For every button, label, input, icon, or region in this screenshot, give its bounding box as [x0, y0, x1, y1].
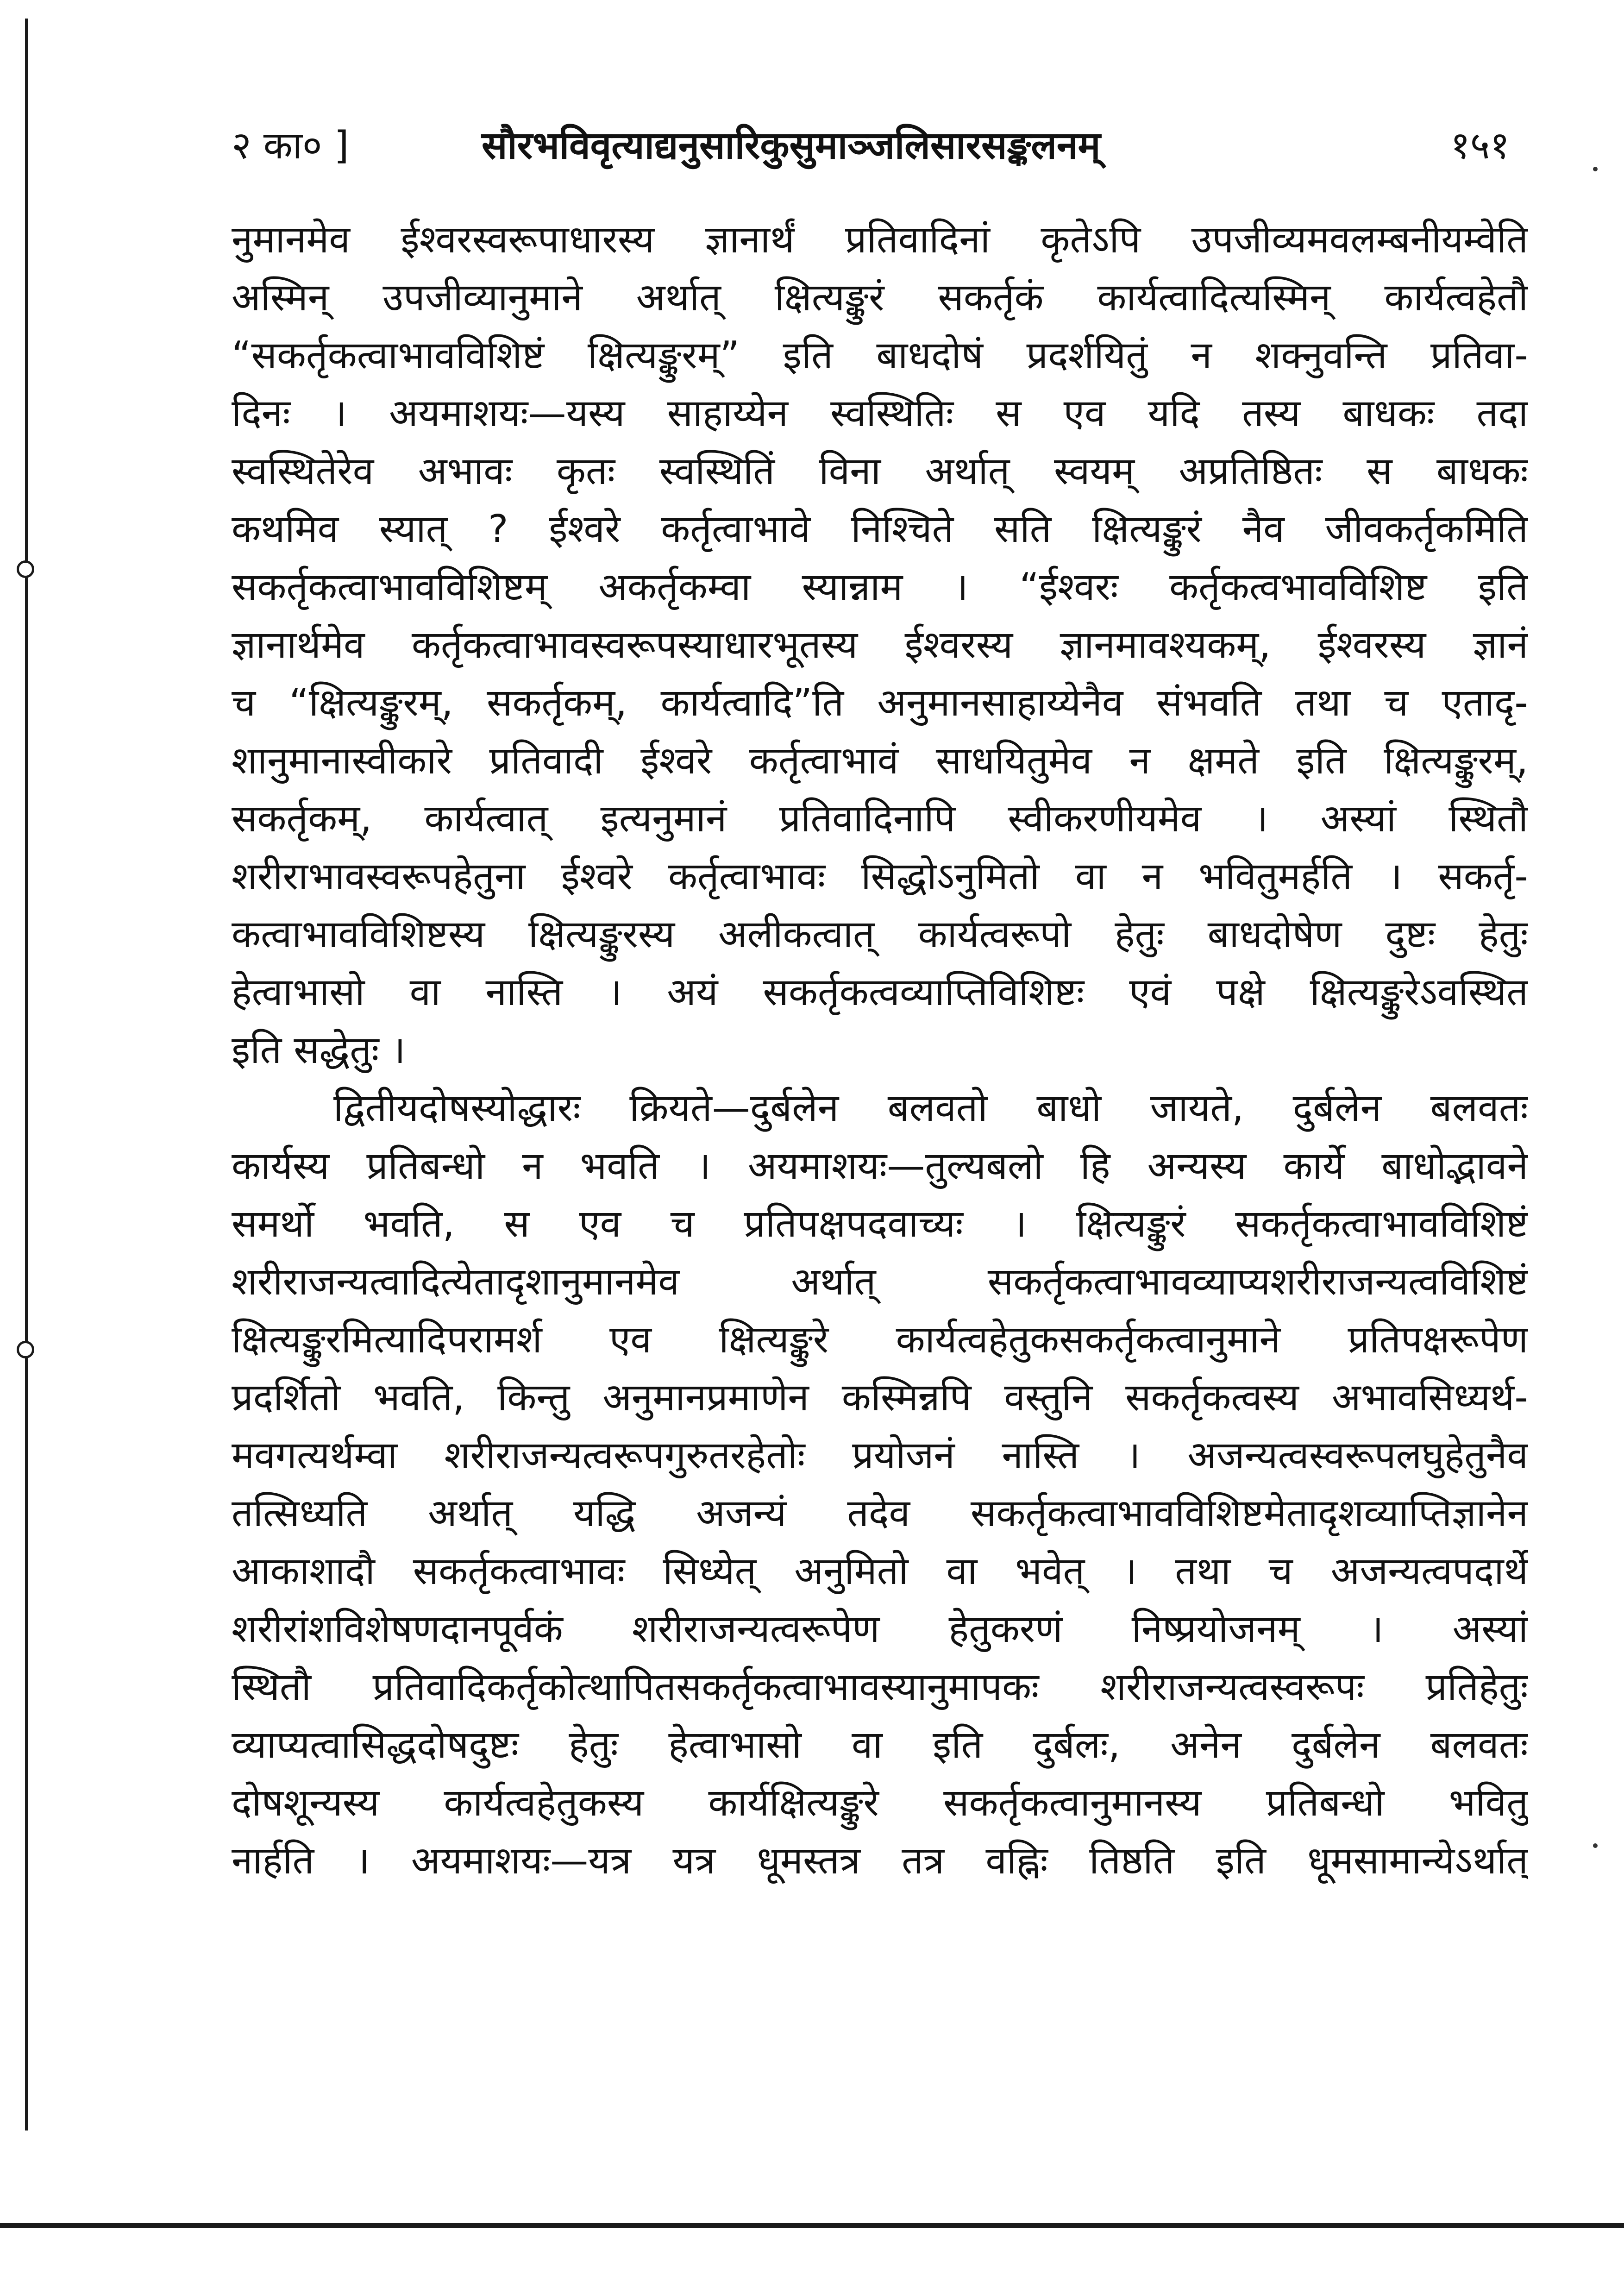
text-line: द्वितीयदोषस्योद्धारः क्रियते—दुर्बलेन बलवतो बाधो जायते, दुर्बलेन बलवतः	[333, 1086, 1528, 1130]
text-line: तत्सिध्यति अर्थात् यद्धि अजन्यं तदेव सकर्तृकत्वाभावविशिष्टमेतादृशव्याप्तिज्ञानेन	[232, 1491, 1528, 1535]
text-line: कथमिव स्यात् ? ईश्वरे कर्तृत्वाभावे निश्चिते सति क्षित्यङ्कुरं नैव जीवकर्तृकमिति	[232, 507, 1528, 551]
text-line: अस्मिन् उपजीव्यानुमाने अर्थात् क्षित्यङ्कुरं सकर्तृकं कार्यत्वादित्यस्मिन् कार्यत्वहेतौ	[232, 276, 1528, 320]
text-line: प्रदर्शितो भवति, किन्तु अनुमानप्रमाणेन कस्मिन्नपि वस्तुनि सकर्तृकत्वस्य अभावसिध्यर्थ-	[232, 1376, 1528, 1420]
page-header	[232, 111, 1510, 181]
page-number: १५१	[1450, 124, 1510, 168]
text-line: शरीराभावस्वरूपहेतुना ईश्वरे कर्तृत्वाभावः सिद्धोऽनुमितो वा न भवितुमर्हति । सकर्तृ-	[232, 855, 1528, 899]
text-line: सकर्तृकम्, कार्यत्वात् इत्यनुमानं प्रतिवादिनापि स्वीकरणीयमेव । अस्यां स्थितौ	[232, 797, 1528, 841]
text-line: शानुमानास्वीकारे प्रतिवादी ईश्वरे कर्तृत्वाभावं साधयितुमेव न क्षमते इति क्षित्यङ्कुरम्,	[232, 739, 1528, 783]
body-text	[232, 211, 1528, 1890]
running-title: सौरभविवृत्याद्यनुसारिकुसुमाञ्जलिसारसङ्कलनम्	[482, 124, 1101, 168]
chapter-marker: २ का० ]	[232, 124, 349, 168]
text-line: दोषशून्यस्य कार्यत्वहेतुकस्य कार्यक्षित्यङ्कुरे सकर्तृकत्वानुमानस्य प्रतिबन्धो भवितु	[232, 1781, 1528, 1825]
text-line: स्वस्थितेरेव अभावः कृतः स्वस्थितिं विना अर्थात् स्वयम् अप्रतिष्ठितः स बाधकः	[232, 449, 1528, 493]
text-line: “सकर्तृकत्वाभावविशिष्टं क्षित्यङ्कुरम्” इति बाधदोषं प्रदर्शयितुं न शक्नुवन्ति प्रतिवा-	[232, 333, 1528, 377]
text-line: सकर्तृकत्वाभावविशिष्टम् अकर्तृकम्वा स्यान्नाम । “ईश्वरः कर्तृकत्वभावविशिष्ट इति	[232, 565, 1528, 609]
text-line: कत्वाभावविशिष्टस्य क्षित्यङ्कुरस्य अलीकत्वात् कार्यत्वरूपो हेतुः बाधदोषेण दुष्टः हेतुः	[232, 912, 1528, 956]
binding-hole-icon	[17, 560, 34, 578]
text-line: हेत्वाभासो वा नास्ति । अयं सकर्तृकत्वव्याप्तिविशिष्टः एवं पक्षे क्षित्यङ्कुरेऽवस्थित	[232, 970, 1528, 1014]
text-line: दिनः । अयमाशयः—यस्य साहाय्येन स्वस्थितिः स एव यदि तस्य बाधकः तदा	[232, 391, 1528, 435]
text-line: क्षित्यङ्कुरमित्यादिपरामर्श एव क्षित्यङ्कुरे कार्यत्वहेतुकसकर्तृकत्वानुमाने प्रतिपक्षरूपेण	[232, 1318, 1528, 1362]
binding-hole-icon	[17, 1341, 34, 1358]
text-line: इति सद्धेतुः ।	[232, 1028, 406, 1072]
text-line: व्याप्यत्वासिद्धदोषदुष्टः हेतुः हेत्वाभासो वा इति दुर्बलः, अनेन दुर्बलेन बलवतः	[232, 1723, 1528, 1767]
text-line: च “क्षित्यङ्कुरम्, सकर्तृकम्, कार्यत्वादि”ति अनुमानसाहाय्येनैव संभवति तथा च एतादृ-	[232, 681, 1528, 725]
text-line: ज्ञानार्थमेव कर्तृकत्वाभावस्वरूपस्याधारभूतस्य ईश्वरस्य ज्ञानमावश्यकम्, ईश्वरस्य ज्ञानं	[232, 623, 1528, 667]
text-line: मवगत्यर्थम्वा शरीराजन्यत्वरूपगुरुतरहेतोः प्रयोजनं नास्ति । अजन्यत्वस्वरूपलघुहेतुनैव	[232, 1433, 1528, 1477]
bottom-rule	[0, 2223, 1624, 2228]
text-line: समर्थो भवति, स एव च प्रतिपक्षपदवाच्यः । क्षित्यङ्कुरं सकर्तृकत्वाभावविशिष्टं	[232, 1202, 1528, 1246]
text-line: स्थितौ प्रतिवादिकर्तृकोत्थापितसकर्तृकत्वाभावस्यानुमापकः शरीराजन्यत्वस्वरूपः प्रतिहेतुः	[232, 1665, 1528, 1709]
speck-icon	[1593, 167, 1598, 171]
binding-line	[25, 19, 28, 2130]
text-line: नार्हति । अयमाशयः—यत्र यत्र धूमस्तत्र तत्र वह्निः तिष्ठति इति धूमसामान्येऽर्थात्	[232, 1839, 1528, 1883]
text-line: शरीराजन्यत्वादित्येतादृशानुमानमेव अर्थात् सकर्तृकत्वाभावव्याप्यशरीराजन्यत्वविशिष्टं	[232, 1260, 1528, 1304]
text-line: आकाशादौ सकर्तृकत्वाभावः सिध्येत् अनुमितो वा भवेत् । तथा च अजन्यत्वपदार्थे	[232, 1549, 1528, 1593]
speck-icon	[1593, 1843, 1598, 1848]
text-line: कार्यस्य प्रतिबन्धो न भवति । अयमाशयः—तुल्यबलो हि अन्यस्य कार्ये बाधोद्भावने	[232, 1144, 1528, 1188]
text-line: शरीरांशविशेषणदानपूर्वकं शरीराजन्यत्वरूपेण हेतुकरणं निष्प्रयोजनम् । अस्यां	[232, 1607, 1528, 1651]
text-line: नुमानमेव ईश्वरस्वरूपाधारस्य ज्ञानार्थं प्रतिवादिनां कृतेऽपि उपजीव्यमवलम्बनीयम्वेति	[232, 218, 1528, 262]
